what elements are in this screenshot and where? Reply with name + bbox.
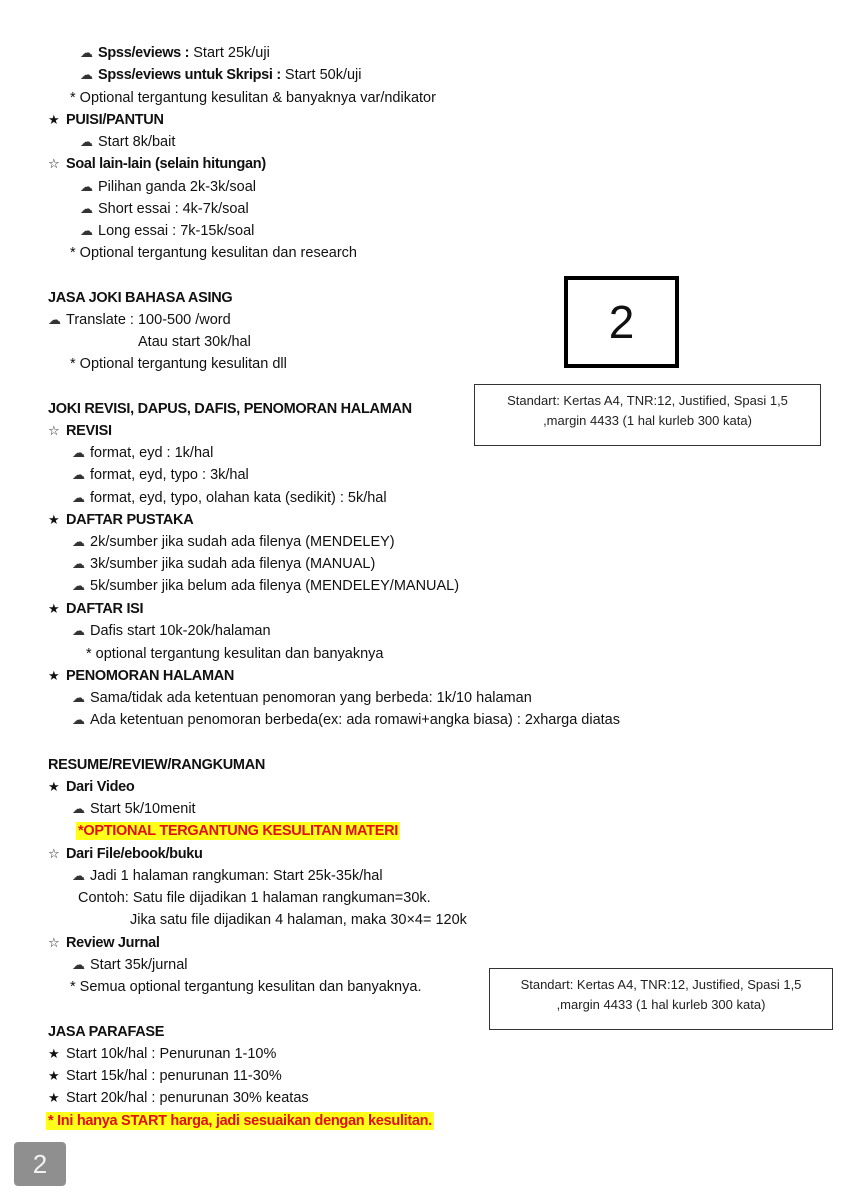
section-heading: ★ PUISI/PANTUN xyxy=(48,112,164,128)
list-item-alt: Atau start 30k/hal xyxy=(138,334,251,350)
star-icon: ★ xyxy=(48,1090,60,1105)
list-item: ☁ Pilihan ganda 2k-3k/soal xyxy=(80,179,256,195)
list-item: ☁ Start 35k/jurnal xyxy=(72,957,188,973)
list-item: ☁ Jadi 1 halaman rangkuman: Start 25k-35k/hal xyxy=(72,868,383,884)
list-item: ☁ Spss/eviews : Start 25k/uji xyxy=(80,45,270,61)
list-item: ★ Start 15k/hal : penurunan 11-30% xyxy=(48,1068,282,1084)
cloud-icon: ☁ xyxy=(80,179,93,194)
section-title: JASA JOKI BAHASA ASING xyxy=(48,290,233,306)
star-icon: ★ xyxy=(48,1046,60,1061)
list-item: ★ Start 20k/hal : penurunan 30% keatas xyxy=(48,1090,309,1106)
note: * Optional tergantung kesulitan & banyaknya var/ndikator xyxy=(70,90,436,106)
cloud-icon: ☁ xyxy=(72,534,85,549)
cloud-icon: ☁ xyxy=(72,868,85,883)
section-heading: ☆ REVISI xyxy=(48,423,112,439)
star-icon: ★ xyxy=(48,668,60,683)
cloud-icon: ☁ xyxy=(72,801,85,816)
list-item: ★ Start 10k/hal : Penurunan 1-10% xyxy=(48,1046,277,1062)
list-item: ☁ Ada ketentuan penomoran berbeda(ex: ada romawi+angka biasa) : 2xharga diatas xyxy=(72,712,621,728)
star-icon: ★ xyxy=(48,512,60,527)
list-item: ☁ format, eyd : 1k/hal xyxy=(72,445,214,461)
note: * Optional tergantung kesulitan dll xyxy=(70,356,287,372)
standard-note-box: Standart: Kertas A4, TNR:12, Justified, Spasi 1,5 ,margin 4433 (1 hal kurleb 300 kata) xyxy=(474,384,821,446)
section-heading: ☆ Dari File/ebook/buku xyxy=(48,846,203,862)
list-item: ☁ Start 8k/bait xyxy=(80,134,176,150)
cloud-icon: ☁ xyxy=(72,690,85,705)
list-item: ☁ Long essai : 7k-15k/soal xyxy=(80,223,255,239)
cloud-icon: ☁ xyxy=(72,445,85,460)
note: * optional tergantung kesulitan dan banyaknya xyxy=(86,646,384,662)
star-icon: ★ xyxy=(48,112,60,127)
list-item: ☁ Start 5k/10menit xyxy=(72,801,196,817)
section-title: JASA PARAFASE xyxy=(48,1024,165,1040)
star-outline-icon: ☆ xyxy=(48,846,60,861)
cloud-icon: ☁ xyxy=(80,201,93,216)
cloud-icon: ☁ xyxy=(80,67,93,82)
example-text: Contoh: Satu file dijadikan 1 halaman rangkuman=30k. xyxy=(78,890,431,906)
star-icon: ★ xyxy=(48,1068,60,1083)
example-text: Jika satu file dijadikan 4 halaman, maka 30×4= 120k xyxy=(130,912,467,928)
standard-note-box: Standart: Kertas A4, TNR:12, Justified, Spasi 1,5 ,margin 4433 (1 hal kurleb 300 kata) xyxy=(489,968,833,1030)
highlight-note: *OPTIONAL TERGANTUNG KESULITAN MATERI xyxy=(78,823,398,839)
section-heading: ★ DAFTAR PUSTAKA xyxy=(48,512,194,528)
list-item: ☁ Dafis start 10k-20k/halaman xyxy=(72,623,271,639)
cloud-icon: ☁ xyxy=(72,623,85,638)
section-heading: ☆ Soal lain-lain (selain hitungan) xyxy=(48,156,266,172)
section-heading: ★ DAFTAR ISI xyxy=(48,601,144,617)
cloud-icon: ☁ xyxy=(72,556,85,571)
cloud-icon: ☁ xyxy=(48,312,61,327)
cloud-icon: ☁ xyxy=(72,712,85,727)
highlight-note: * Ini hanya START harga, jadi sesuaikan dengan kesulitan. xyxy=(48,1113,432,1129)
list-item: ☁ 2k/sumber jika sudah ada filenya (MENDELEY) xyxy=(72,534,395,550)
section-heading: ★ Dari Video xyxy=(48,779,135,795)
cloud-icon: ☁ xyxy=(72,957,85,972)
section-heading: ☆ Review Jurnal xyxy=(48,935,160,951)
star-icon: ★ xyxy=(48,779,60,794)
list-item: ☁ 3k/sumber jika sudah ada filenya (MANUAL) xyxy=(72,556,376,572)
star-outline-icon: ☆ xyxy=(48,935,60,950)
list-item: ☁ format, eyd, typo, olahan kata (sedikit) : 5k/hal xyxy=(72,490,387,506)
list-item: ☁ 5k/sumber jika belum ada filenya (MENDELEY/MANUAL) xyxy=(72,578,460,594)
cloud-icon: ☁ xyxy=(72,578,85,593)
list-item: ☁ format, eyd, typo : 3k/hal xyxy=(72,467,249,483)
star-icon: ★ xyxy=(48,601,60,616)
cloud-icon: ☁ xyxy=(80,134,93,149)
list-item: ☁ Sama/tidak ada ketentuan penomoran yang berbeda: 1k/10 halaman xyxy=(72,690,532,706)
list-item: ☁ Translate : 100-500 /word xyxy=(48,312,231,328)
star-outline-icon: ☆ xyxy=(48,423,60,438)
note: * Semua optional tergantung kesulitan dan banyaknya. xyxy=(70,979,422,995)
section-heading: ★ PENOMORAN HALAMAN xyxy=(48,668,235,684)
cloud-icon: ☁ xyxy=(80,223,93,238)
page-indicator-badge[interactable]: 2 xyxy=(14,1142,66,1186)
page-number-box: 2 xyxy=(564,276,679,368)
section-title: JOKI REVISI, DAPUS, DAFIS, PENOMORAN HALAMAN xyxy=(48,401,412,417)
note: * Optional tergantung kesulitan dan research xyxy=(70,245,357,261)
list-item: ☁ Spss/eviews untuk Skripsi : Start 50k/uji xyxy=(80,67,362,83)
list-item: ☁ Short essai : 4k-7k/soal xyxy=(80,201,249,217)
star-outline-icon: ☆ xyxy=(48,156,60,171)
section-title: RESUME/REVIEW/RANGKUMAN xyxy=(48,757,266,773)
cloud-icon: ☁ xyxy=(72,490,85,505)
cloud-icon: ☁ xyxy=(80,45,93,60)
cloud-icon: ☁ xyxy=(72,467,85,482)
